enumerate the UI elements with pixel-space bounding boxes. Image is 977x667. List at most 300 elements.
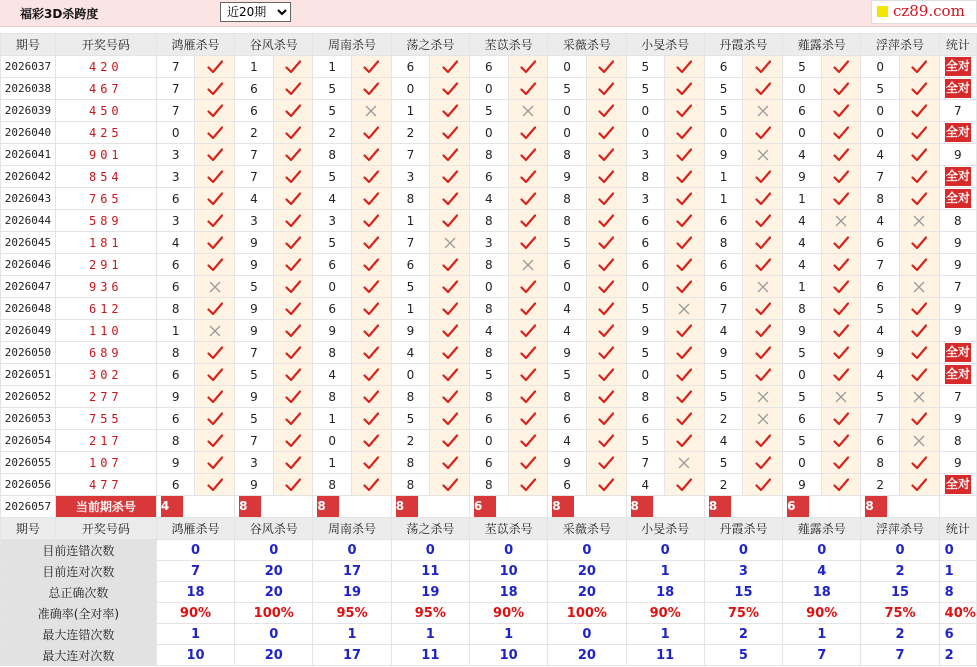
- correct-check-icon: [743, 320, 783, 342]
- correct-check-icon: [273, 452, 313, 474]
- all-correct-badge: 全对: [945, 79, 971, 98]
- kill-number-cell: 0: [469, 430, 508, 452]
- summary-value: 95%: [391, 603, 469, 624]
- correct-check-icon: [821, 364, 861, 386]
- kill-number-cell: 6: [626, 232, 665, 254]
- kill-number-cell: 1: [391, 100, 430, 122]
- correct-check-icon: [743, 56, 783, 78]
- summary-value: 2: [861, 561, 939, 582]
- kill-number-cell: 9: [783, 320, 822, 342]
- current-kill-cell: [469, 496, 547, 518]
- correct-check-icon: [273, 474, 313, 496]
- correct-check-icon: [352, 430, 392, 452]
- summary-value: 0: [235, 624, 313, 645]
- summary-value: 90%: [156, 603, 234, 624]
- period-cell: 2026049: [1, 320, 56, 342]
- current-period-cell: 2026057: [1, 496, 56, 518]
- current-kill-cell: [313, 496, 391, 518]
- stat-cell: [939, 474, 976, 496]
- summary-value: 0: [861, 540, 939, 561]
- summary-value: 4: [783, 561, 861, 582]
- kill-number-cell: 8: [783, 298, 822, 320]
- summary-value: 100%: [548, 603, 626, 624]
- correct-check-icon: [665, 188, 705, 210]
- correct-check-icon: [743, 254, 783, 276]
- draw-number-cell: 217: [55, 430, 156, 452]
- correct-check-icon: [665, 342, 705, 364]
- logo-text: cz89.com: [893, 2, 965, 20]
- correct-check-icon: [352, 320, 392, 342]
- stat-cell: 9: [939, 144, 976, 166]
- kill-number-cell: 1: [783, 188, 822, 210]
- correct-check-icon: [273, 276, 313, 298]
- kill-number-cell: 9: [235, 298, 274, 320]
- wrong-cross-icon: [195, 320, 235, 342]
- kill-number-cell: 0: [469, 78, 508, 100]
- correct-check-icon: [586, 320, 626, 342]
- kill-number-cell: 5: [626, 342, 665, 364]
- summary-value: 1: [313, 624, 391, 645]
- correct-check-icon: [586, 144, 626, 166]
- kill-number-cell: 1: [235, 56, 274, 78]
- kill-number-cell: 5: [626, 78, 665, 100]
- kill-number-cell: 5: [783, 56, 822, 78]
- summary-value: 95%: [313, 603, 391, 624]
- kill-number-cell: 4: [861, 210, 900, 232]
- kill-number-cell: 0: [391, 364, 430, 386]
- table-row: [1, 386, 977, 408]
- all-correct-badge: 全对: [945, 123, 971, 142]
- current-kill-cell: [626, 496, 704, 518]
- column-header: 荡之杀号: [391, 518, 469, 540]
- column-header: 薤露杀号: [783, 518, 861, 540]
- correct-check-icon: [508, 364, 548, 386]
- kill-number-cell: 6: [469, 56, 508, 78]
- wrong-cross-icon: [430, 232, 470, 254]
- correct-check-icon: [352, 166, 392, 188]
- period-cell: 2026041: [1, 144, 56, 166]
- summary-label: 最大连错次数: [1, 624, 157, 645]
- correct-check-icon: [430, 78, 470, 100]
- kill-number-cell: 4: [235, 188, 274, 210]
- kill-number-cell: 7: [861, 254, 900, 276]
- kill-number-cell: 3: [235, 452, 274, 474]
- summary-label: 总正确次数: [1, 582, 157, 603]
- stat-cell: [939, 364, 976, 386]
- kill-number-cell: 0: [861, 122, 900, 144]
- kill-number-cell: 6: [469, 452, 508, 474]
- summary-value: 20: [235, 582, 313, 603]
- kill-number-cell: 8: [156, 298, 195, 320]
- kill-number-cell: 5: [313, 166, 352, 188]
- kill-number-cell: 6: [783, 408, 822, 430]
- kill-number-cell: 9: [156, 386, 195, 408]
- kill-number-cell: 5: [235, 276, 274, 298]
- summary-row: [1, 561, 977, 582]
- correct-check-icon: [195, 166, 235, 188]
- column-header: 浮萍杀号: [861, 34, 939, 56]
- summary-value: 0: [626, 540, 704, 561]
- kill-number-cell: 0: [626, 122, 665, 144]
- summary-value: 10: [156, 645, 234, 666]
- summary-value: 18: [469, 582, 547, 603]
- correct-check-icon: [195, 364, 235, 386]
- correct-check-icon: [430, 188, 470, 210]
- period-cell: 2026045: [1, 232, 56, 254]
- correct-check-icon: [508, 56, 548, 78]
- table-row: [1, 452, 977, 474]
- table-row: [1, 474, 977, 496]
- correct-check-icon: [508, 452, 548, 474]
- all-correct-badge: 全对: [945, 475, 971, 494]
- kill-number-cell: 5: [704, 100, 743, 122]
- correct-check-icon: [821, 452, 861, 474]
- current-kill-number: 8: [631, 496, 653, 517]
- kill-number-cell: 3: [391, 166, 430, 188]
- kill-number-cell: 2: [391, 430, 430, 452]
- summary-value: 1: [939, 561, 976, 582]
- correct-check-icon: [899, 342, 939, 364]
- correct-check-icon: [586, 474, 626, 496]
- stat-cell: [939, 56, 976, 78]
- period-cell: 2026055: [1, 452, 56, 474]
- correct-check-icon: [743, 298, 783, 320]
- kill-number-cell: 5: [313, 232, 352, 254]
- draw-number-cell: 612: [55, 298, 156, 320]
- kill-number-cell: 6: [156, 254, 195, 276]
- summary-value: 40%: [939, 603, 976, 624]
- table-row: [1, 320, 977, 342]
- kill-number-cell: 6: [156, 474, 195, 496]
- correct-check-icon: [430, 122, 470, 144]
- draw-number-cell: 901: [55, 144, 156, 166]
- kill-number-cell: 3: [156, 210, 195, 232]
- stat-cell: [939, 166, 976, 188]
- kill-number-cell: 7: [235, 342, 274, 364]
- summary-value: 7: [861, 645, 939, 666]
- summary-value: 5: [704, 645, 782, 666]
- correct-check-icon: [352, 78, 392, 100]
- summary-label: 准确率(全对率): [1, 603, 157, 624]
- kill-number-cell: 0: [469, 122, 508, 144]
- summary-value: 2: [704, 624, 782, 645]
- correct-check-icon: [586, 386, 626, 408]
- kill-number-cell: 4: [783, 210, 822, 232]
- period-cell: 2026042: [1, 166, 56, 188]
- wrong-cross-icon: [195, 276, 235, 298]
- draw-number-cell: 107: [55, 452, 156, 474]
- kill-number-cell: 4: [861, 364, 900, 386]
- kill-number-cell: 4: [548, 298, 587, 320]
- kill-number-cell: 8: [313, 474, 352, 496]
- kill-number-cell: 3: [626, 144, 665, 166]
- correct-check-icon: [195, 474, 235, 496]
- summary-value: 0: [469, 540, 547, 561]
- site-logo[interactable]: [871, 0, 977, 24]
- kill-number-cell: 0: [391, 78, 430, 100]
- kill-number-cell: 6: [861, 232, 900, 254]
- summary-value: 1: [783, 624, 861, 645]
- wrong-cross-icon: [743, 386, 783, 408]
- correct-check-icon: [586, 364, 626, 386]
- kill-number-cell: 8: [548, 210, 587, 232]
- correct-check-icon: [586, 56, 626, 78]
- summary-row: [1, 645, 977, 666]
- kill-number-cell: 8: [548, 144, 587, 166]
- kill-number-cell: 8: [391, 386, 430, 408]
- kill-number-cell: 6: [861, 430, 900, 452]
- correct-check-icon: [508, 210, 548, 232]
- kill-number-cell: 1: [704, 188, 743, 210]
- kill-number-cell: 8: [626, 386, 665, 408]
- correct-check-icon: [899, 166, 939, 188]
- correct-check-icon: [273, 430, 313, 452]
- table-row: [1, 210, 977, 232]
- correct-check-icon: [586, 276, 626, 298]
- kill-number-cell: 0: [626, 276, 665, 298]
- correct-check-icon: [273, 56, 313, 78]
- kill-number-cell: 0: [548, 100, 587, 122]
- summary-value: 18: [156, 582, 234, 603]
- correct-check-icon: [430, 276, 470, 298]
- kill-number-cell: 5: [469, 100, 508, 122]
- draw-number-cell: 110: [55, 320, 156, 342]
- correct-check-icon: [821, 78, 861, 100]
- header-row: [1, 518, 977, 540]
- kill-number-cell: 0: [783, 452, 822, 474]
- correct-check-icon: [665, 474, 705, 496]
- correct-check-icon: [899, 364, 939, 386]
- correct-check-icon: [352, 474, 392, 496]
- column-header: 统计: [939, 518, 976, 540]
- kill-number-cell: 1: [783, 276, 822, 298]
- kill-number-cell: 1: [704, 166, 743, 188]
- correct-check-icon: [430, 320, 470, 342]
- correct-check-icon: [273, 78, 313, 100]
- kill-number-cell: 4: [626, 474, 665, 496]
- kill-number-cell: 5: [548, 78, 587, 100]
- header-row: [1, 34, 977, 56]
- correct-check-icon: [586, 100, 626, 122]
- kill-number-cell: 5: [704, 452, 743, 474]
- kill-number-cell: 5: [783, 386, 822, 408]
- summary-value: 75%: [861, 603, 939, 624]
- correct-check-icon: [352, 386, 392, 408]
- correct-check-icon: [743, 232, 783, 254]
- kill-number-cell: 6: [391, 56, 430, 78]
- kill-number-cell: 5: [861, 298, 900, 320]
- correct-check-icon: [665, 430, 705, 452]
- column-header: 期号: [1, 34, 56, 56]
- kill-number-cell: 9: [156, 452, 195, 474]
- correct-check-icon: [430, 430, 470, 452]
- kill-number-cell: 8: [861, 188, 900, 210]
- table-row: [1, 56, 977, 78]
- summary-label: 目前连对次数: [1, 561, 157, 582]
- kill-number-cell: 2: [861, 474, 900, 496]
- wrong-cross-icon: [508, 100, 548, 122]
- kill-number-cell: 6: [704, 254, 743, 276]
- kill-number-cell: 0: [626, 364, 665, 386]
- correct-check-icon: [508, 232, 548, 254]
- kill-number-cell: 6: [704, 276, 743, 298]
- kill-number-cell: 9: [235, 386, 274, 408]
- table-row: [1, 100, 977, 122]
- kill-number-cell: 8: [313, 144, 352, 166]
- kill-number-cell: 6: [626, 210, 665, 232]
- all-correct-badge: 全对: [945, 167, 971, 186]
- correct-check-icon: [743, 188, 783, 210]
- correct-check-icon: [743, 474, 783, 496]
- summary-value: 100%: [235, 603, 313, 624]
- correct-check-icon: [273, 408, 313, 430]
- correct-check-icon: [508, 430, 548, 452]
- kill-number-cell: 8: [391, 452, 430, 474]
- kill-number-cell: 8: [313, 386, 352, 408]
- correct-check-icon: [821, 342, 861, 364]
- summary-value: 15: [704, 582, 782, 603]
- correct-check-icon: [586, 342, 626, 364]
- correct-check-icon: [430, 364, 470, 386]
- summary-value: 17: [313, 645, 391, 666]
- correct-check-icon: [273, 232, 313, 254]
- correct-check-icon: [821, 408, 861, 430]
- kill-number-cell: 4: [548, 430, 587, 452]
- correct-check-icon: [586, 166, 626, 188]
- kill-number-cell: 0: [861, 100, 900, 122]
- summary-value: 0: [156, 540, 234, 561]
- correct-check-icon: [586, 254, 626, 276]
- top-bar: [0, 0, 977, 27]
- correct-check-icon: [508, 320, 548, 342]
- correct-check-icon: [899, 100, 939, 122]
- kill-number-cell: 4: [861, 320, 900, 342]
- kill-number-cell: 3: [313, 210, 352, 232]
- page-title: 福彩3D杀跨度: [20, 7, 99, 21]
- kill-number-cell: 0: [783, 364, 822, 386]
- kill-number-cell: 8: [861, 452, 900, 474]
- kill-number-cell: 0: [313, 276, 352, 298]
- kill-number-cell: 0: [626, 100, 665, 122]
- summary-value: 0: [548, 624, 626, 645]
- summary-value: 90%: [626, 603, 704, 624]
- wrong-cross-icon: [743, 100, 783, 122]
- kill-number-cell: 8: [548, 188, 587, 210]
- correct-check-icon: [273, 364, 313, 386]
- correct-check-icon: [273, 298, 313, 320]
- correct-check-icon: [586, 408, 626, 430]
- correct-check-icon: [195, 430, 235, 452]
- correct-check-icon: [899, 298, 939, 320]
- kill-number-cell: 3: [469, 232, 508, 254]
- draw-number-cell: 755: [55, 408, 156, 430]
- summary-row: [1, 624, 977, 645]
- draw-number-cell: 420: [55, 56, 156, 78]
- summary-value: 6: [939, 624, 976, 645]
- summary-value: 2: [861, 624, 939, 645]
- kill-number-cell: 7: [861, 166, 900, 188]
- column-header: 小旻杀号: [626, 518, 704, 540]
- correct-check-icon: [430, 100, 470, 122]
- column-header: 统计: [939, 34, 976, 56]
- kill-number-cell: 8: [156, 342, 195, 364]
- column-header: 采薇杀号: [548, 34, 626, 56]
- kill-number-cell: 5: [548, 232, 587, 254]
- summary-value: 1: [156, 624, 234, 645]
- kill-number-cell: 6: [469, 166, 508, 188]
- correct-check-icon: [430, 474, 470, 496]
- stat-cell: 9: [939, 408, 976, 430]
- kill-number-cell: 9: [704, 144, 743, 166]
- kill-number-cell: 5: [313, 78, 352, 100]
- current-kill-number: 8: [552, 496, 574, 517]
- kill-number-cell: 7: [156, 100, 195, 122]
- period-select[interactable]: [220, 2, 291, 22]
- kill-number-cell: 6: [156, 364, 195, 386]
- kill-number-cell: 0: [783, 78, 822, 100]
- correct-check-icon: [273, 122, 313, 144]
- correct-check-icon: [352, 276, 392, 298]
- correct-check-icon: [195, 188, 235, 210]
- correct-check-icon: [273, 210, 313, 232]
- correct-check-icon: [273, 386, 313, 408]
- draw-number-cell: 302: [55, 364, 156, 386]
- kill-number-cell: 9: [235, 474, 274, 496]
- correct-check-icon: [352, 232, 392, 254]
- kill-number-cell: 2: [235, 122, 274, 144]
- correct-check-icon: [508, 474, 548, 496]
- stat-cell: 9: [939, 254, 976, 276]
- kill-number-cell: 7: [156, 56, 195, 78]
- summary-value: 20: [548, 645, 626, 666]
- correct-check-icon: [665, 56, 705, 78]
- table-row: [1, 122, 977, 144]
- correct-check-icon: [821, 254, 861, 276]
- correct-check-icon: [821, 474, 861, 496]
- kill-number-cell: 8: [704, 232, 743, 254]
- wrong-cross-icon: [743, 144, 783, 166]
- summary-value: 0: [783, 540, 861, 561]
- correct-check-icon: [821, 320, 861, 342]
- kill-number-cell: 9: [861, 342, 900, 364]
- kill-number-cell: 8: [391, 188, 430, 210]
- column-header: 谷风杀号: [235, 34, 313, 56]
- correct-check-icon: [586, 188, 626, 210]
- correct-check-icon: [743, 430, 783, 452]
- correct-check-icon: [352, 210, 392, 232]
- kill-number-cell: 2: [704, 474, 743, 496]
- kill-number-cell: 5: [861, 78, 900, 100]
- kill-number-cell: 4: [783, 232, 822, 254]
- kill-number-cell: 1: [313, 452, 352, 474]
- correct-check-icon: [508, 78, 548, 100]
- kill-number-cell: 1: [156, 320, 195, 342]
- kill-number-cell: 6: [626, 254, 665, 276]
- kill-number-cell: 6: [861, 276, 900, 298]
- correct-check-icon: [586, 298, 626, 320]
- correct-check-icon: [743, 342, 783, 364]
- summary-value: 19: [391, 582, 469, 603]
- period-cell: 2026047: [1, 276, 56, 298]
- kill-number-cell: 9: [548, 452, 587, 474]
- current-period-row: [1, 496, 977, 518]
- correct-check-icon: [195, 232, 235, 254]
- correct-check-icon: [743, 452, 783, 474]
- correct-check-icon: [899, 56, 939, 78]
- kill-number-cell: 8: [469, 474, 508, 496]
- correct-check-icon: [273, 188, 313, 210]
- column-header: 薤露杀号: [783, 34, 861, 56]
